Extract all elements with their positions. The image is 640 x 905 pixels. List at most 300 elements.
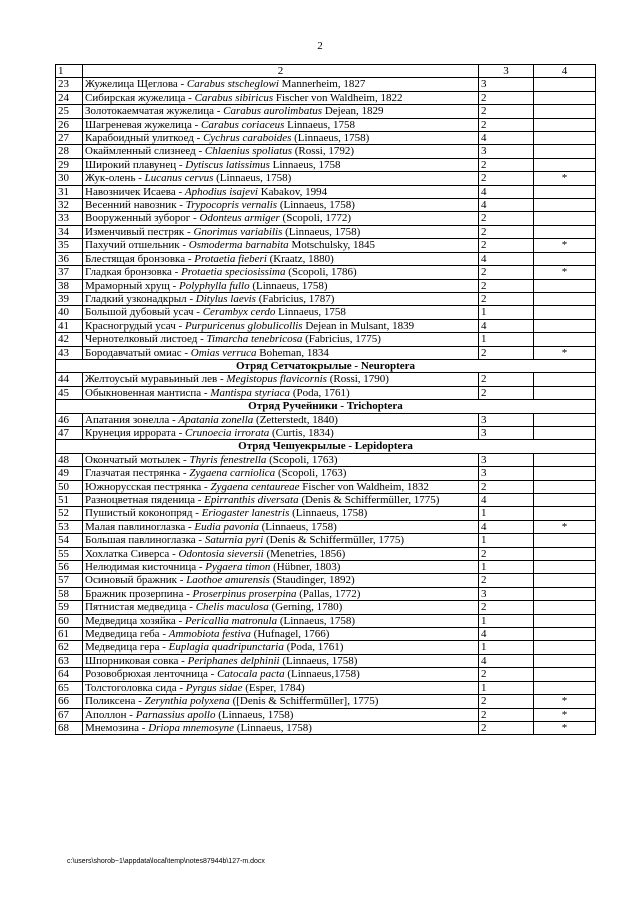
footer-file-path: c:\users\shorob~1\appdata\local\temp\notes87944b\127-m.docx xyxy=(67,858,265,865)
row-number: 35 xyxy=(56,239,83,252)
species-name-cell xyxy=(83,721,479,734)
mark xyxy=(534,212,596,225)
row-number: 55 xyxy=(56,547,83,560)
russian-name: Хохлатка Сиверса - xyxy=(85,547,179,560)
category: 3 xyxy=(479,587,534,600)
latin-name: Driopa mnemosyne xyxy=(148,721,235,734)
species-name-cell xyxy=(83,574,479,587)
row-number: 33 xyxy=(56,212,83,225)
author-year: (Linnaeus, 1758) xyxy=(234,721,312,734)
species-table xyxy=(55,64,596,735)
species-row xyxy=(56,386,596,399)
mark xyxy=(534,78,596,91)
species-row xyxy=(56,574,596,587)
latin-name: Laothoe amurensis xyxy=(186,574,270,587)
category: 2 xyxy=(479,105,534,118)
author-year: (Staudinger, 1892) xyxy=(269,574,355,587)
row-number: 43 xyxy=(56,346,83,359)
author-year: (Linnaeus, 1758) xyxy=(213,172,292,185)
species-row xyxy=(56,561,596,574)
row-number: 50 xyxy=(56,480,83,493)
species-row xyxy=(56,654,596,667)
latin-name: Chlaenius spoliatus xyxy=(204,145,292,158)
mark xyxy=(534,158,596,171)
author-year: Linnaeus, 1758 xyxy=(284,118,355,131)
mark xyxy=(534,225,596,238)
row-number: 61 xyxy=(56,628,83,641)
mark xyxy=(534,601,596,614)
latin-name: Ditylus laevis xyxy=(195,292,256,305)
category: 1 xyxy=(479,507,534,520)
mark xyxy=(534,306,596,319)
category: 2 xyxy=(479,172,534,185)
category: 1 xyxy=(479,534,534,547)
mark xyxy=(534,453,596,466)
row-number: 40 xyxy=(56,306,83,319)
russian-name: Малая павлиноглазка - xyxy=(85,520,195,533)
author-year: Motschulsky, 1845 xyxy=(288,239,376,252)
species-name-cell xyxy=(83,212,479,225)
species-name-cell xyxy=(83,467,479,480)
latin-name: Zerynthia polyxena xyxy=(144,695,230,708)
mark xyxy=(534,628,596,641)
species-table-body xyxy=(56,65,596,735)
latin-name: Crunoecia irrorata xyxy=(185,426,270,439)
order-title: Отряд Ручейники - Trichoptera xyxy=(56,400,596,413)
latin-name: Parnassius apollo xyxy=(135,708,216,721)
species-row xyxy=(56,212,596,225)
header-col-3: 3 xyxy=(479,65,534,78)
author-year: (Poda, 1761) xyxy=(290,386,350,399)
row-number: 64 xyxy=(56,668,83,681)
author-year: (Scopoli, 1763) xyxy=(266,453,338,466)
mark: * xyxy=(534,346,596,359)
russian-name: Широкий плавунец - xyxy=(85,158,186,171)
latin-name: Zygaena centaureae xyxy=(210,480,300,493)
species-row xyxy=(56,534,596,547)
row-number: 62 xyxy=(56,641,83,654)
russian-name: Пахучий отшельник - xyxy=(85,239,189,252)
author-year: (Zetterstedt, 1840) xyxy=(253,413,338,426)
author-year: (Gerning, 1780) xyxy=(268,601,343,614)
author-year: Fischer von Waldheim, 1832 xyxy=(299,480,429,493)
author-year: Boheman, 1834 xyxy=(256,346,329,359)
species-row xyxy=(56,721,596,734)
row-number: 36 xyxy=(56,252,83,265)
latin-name: Apatania zonella xyxy=(178,413,254,426)
species-name-cell xyxy=(83,641,479,654)
author-year: (Poda, 1761) xyxy=(283,641,344,654)
species-name-cell xyxy=(83,507,479,520)
species-row xyxy=(56,132,596,145)
author-year: Kabakov, 1994 xyxy=(257,185,328,198)
category: 2 xyxy=(479,574,534,587)
category: 2 xyxy=(479,239,534,252)
species-name-cell xyxy=(83,480,479,493)
species-row xyxy=(56,708,596,721)
species-row xyxy=(56,507,596,520)
russian-name: Желтоусый муравьиный лев - xyxy=(85,373,227,386)
species-name-cell xyxy=(83,614,479,627)
latin-name: Polyphylla fullo xyxy=(179,279,250,292)
species-name-cell xyxy=(83,172,479,185)
latin-name: Mantispa styriaca xyxy=(210,386,291,399)
latin-name: Purpuricenus globulicollis xyxy=(184,319,303,332)
mark xyxy=(534,292,596,305)
russian-name: Большой дубовый усач - xyxy=(85,306,203,319)
mark xyxy=(534,480,596,493)
category: 3 xyxy=(479,145,534,158)
author-year: (Linnaeus, 1758) xyxy=(291,132,370,145)
species-name-cell xyxy=(83,547,479,560)
category: 2 xyxy=(479,668,534,681)
mark xyxy=(534,668,596,681)
author-year: Mannerheim, 1827 xyxy=(278,78,366,91)
species-row xyxy=(56,225,596,238)
species-row xyxy=(56,266,596,279)
author-year: (Scopoli, 1786) xyxy=(285,266,357,279)
russian-name: Блестящая бронзовка - xyxy=(85,252,195,265)
species-row xyxy=(56,239,596,252)
latin-name: Catocala pacta xyxy=(217,668,285,681)
species-name-cell xyxy=(83,386,479,399)
mark: * xyxy=(534,695,596,708)
species-name-cell xyxy=(83,695,479,708)
row-number: 37 xyxy=(56,266,83,279)
species-name-cell xyxy=(83,453,479,466)
russian-name: Вооруженный зуборог - xyxy=(85,212,200,225)
category: 4 xyxy=(479,132,534,145)
category: 1 xyxy=(479,333,534,346)
mark: * xyxy=(534,266,596,279)
species-row xyxy=(56,292,596,305)
russian-name: Аполлон - xyxy=(85,708,136,721)
row-number: 44 xyxy=(56,373,83,386)
author-year: (Linnaeus, 1758) xyxy=(277,614,356,627)
latin-name: Pygaera timon xyxy=(205,561,271,574)
row-number: 46 xyxy=(56,413,83,426)
category: 3 xyxy=(479,426,534,439)
latin-name: Proserpinus proserpina xyxy=(192,587,297,600)
row-number: 59 xyxy=(56,601,83,614)
mark xyxy=(534,534,596,547)
species-row xyxy=(56,199,596,212)
order-header-row xyxy=(56,440,596,453)
russian-name: Пушистый коконопряд - xyxy=(85,507,202,520)
russian-name: Мраморный хрущ - xyxy=(85,279,180,292)
species-name-cell xyxy=(83,413,479,426)
latin-name: Cerambyx cerdo xyxy=(202,306,276,319)
latin-name: Trypocopris vernalis xyxy=(185,199,278,212)
row-number: 58 xyxy=(56,587,83,600)
row-number: 48 xyxy=(56,453,83,466)
species-name-cell xyxy=(83,132,479,145)
latin-name: Eudia pavonia xyxy=(194,520,259,533)
species-row xyxy=(56,185,596,198)
russian-name: Розовобрюхая ленточница - xyxy=(85,668,218,681)
category: 1 xyxy=(479,641,534,654)
row-number: 39 xyxy=(56,292,83,305)
header-col-2: 2 xyxy=(83,65,479,78)
species-name-cell xyxy=(83,561,479,574)
row-number: 38 xyxy=(56,279,83,292)
row-number: 63 xyxy=(56,654,83,667)
russian-name: Жужелица Щеглова - xyxy=(85,78,187,91)
species-name-cell xyxy=(83,426,479,439)
species-row xyxy=(56,641,596,654)
species-row xyxy=(56,480,596,493)
order-header-row xyxy=(56,359,596,372)
russian-name: Навозничек Исаева - xyxy=(85,185,185,198)
author-year: (Fabricius, 1787) xyxy=(255,292,335,305)
mark xyxy=(534,132,596,145)
category: 2 xyxy=(479,266,534,279)
mark xyxy=(534,681,596,694)
species-row xyxy=(56,614,596,627)
russian-name: Медведица геба - xyxy=(85,628,169,641)
species-name-cell xyxy=(83,333,479,346)
species-row xyxy=(56,105,596,118)
russian-name: Бражник прозерпина - xyxy=(85,587,193,600)
species-name-cell xyxy=(83,91,479,104)
latin-name: Omias verruca xyxy=(190,346,257,359)
latin-name: Epirranthis diversata xyxy=(204,494,299,506)
species-row xyxy=(56,145,596,158)
category: 2 xyxy=(479,212,534,225)
species-row xyxy=(56,467,596,480)
row-number: 60 xyxy=(56,614,83,627)
species-name-cell xyxy=(83,373,479,386)
mark: * xyxy=(534,172,596,185)
latin-name: Carabus coriaceus xyxy=(200,118,285,131)
latin-name: Dytiscus latissimus xyxy=(185,158,270,171)
latin-name: Ammobiota festiva xyxy=(168,628,251,641)
russian-name: Поликсена - xyxy=(85,695,145,708)
author-year: (Linnaeus, 1758) xyxy=(279,654,358,667)
category: 1 xyxy=(479,681,534,694)
mark xyxy=(534,279,596,292)
row-number: 49 xyxy=(56,467,83,480)
mark xyxy=(534,373,596,386)
latin-name: Periphanes delphinii xyxy=(187,654,280,667)
latin-name: Cychrus caraboides xyxy=(203,132,292,145)
species-name-cell xyxy=(83,252,479,265)
category: 1 xyxy=(479,306,534,319)
author-year: Fischer von Waldheim, 1822 xyxy=(273,91,403,104)
species-name-cell xyxy=(83,587,479,600)
russian-name: Сибирская жужелица - xyxy=(85,91,195,104)
species-row xyxy=(56,252,596,265)
row-number: 51 xyxy=(56,494,83,507)
russian-name: Жук-олень - xyxy=(85,172,145,185)
header-col-1: 1 xyxy=(56,65,83,78)
category: 4 xyxy=(479,628,534,641)
latin-name: Chelis maculosa xyxy=(195,601,269,614)
mark xyxy=(534,654,596,667)
row-number: 27 xyxy=(56,132,83,145)
row-number: 45 xyxy=(56,386,83,399)
russian-name: Гладкий узконадкрыл - xyxy=(85,292,196,305)
mark xyxy=(534,105,596,118)
russian-name: Пятнистая медведица - xyxy=(85,601,196,614)
row-number: 34 xyxy=(56,225,83,238)
russian-name: Глазчатая пестрянка - xyxy=(85,467,190,480)
row-number: 28 xyxy=(56,145,83,158)
species-row xyxy=(56,695,596,708)
row-number: 41 xyxy=(56,319,83,332)
mark xyxy=(534,386,596,399)
species-name-cell xyxy=(83,628,479,641)
row-number: 56 xyxy=(56,561,83,574)
species-row xyxy=(56,373,596,386)
species-row xyxy=(56,520,596,533)
author-year: (Fabricius, 1775) xyxy=(302,333,381,346)
latin-name: Gnorimus variabilis xyxy=(193,225,283,238)
latin-name: Carabus stscheglowi xyxy=(186,78,279,91)
species-row xyxy=(56,681,596,694)
species-name-cell xyxy=(83,601,479,614)
row-number: 24 xyxy=(56,91,83,104)
latin-name: Eriogaster lanestris xyxy=(201,507,290,520)
species-row xyxy=(56,279,596,292)
mark: * xyxy=(534,721,596,734)
author-year: (Kraatz, 1880) xyxy=(266,252,334,265)
species-row xyxy=(56,453,596,466)
species-row xyxy=(56,346,596,359)
species-name-cell xyxy=(83,654,479,667)
russian-name: Гладкая бронзовка - xyxy=(85,266,182,279)
species-name-cell xyxy=(83,708,479,721)
row-number: 65 xyxy=(56,681,83,694)
species-name-cell xyxy=(83,239,479,252)
russian-name: Мнемозина - xyxy=(85,721,149,734)
page-number: 2 xyxy=(317,40,323,52)
latin-name: Thyris fenestrella xyxy=(189,453,267,466)
mark xyxy=(534,145,596,158)
category: 3 xyxy=(479,413,534,426)
latin-name: Odontosia sieversii xyxy=(178,547,264,560)
russian-name: Южнорусская пестрянка - xyxy=(85,480,211,493)
author-year: (Curtis, 1834) xyxy=(269,426,334,439)
category: 2 xyxy=(479,480,534,493)
russian-name: Медведица хозяйка - xyxy=(85,614,185,627)
mark xyxy=(534,118,596,131)
species-name-cell xyxy=(83,520,479,533)
category: 2 xyxy=(479,118,534,131)
author-year: (Rossi, 1790) xyxy=(326,373,389,386)
category: 4 xyxy=(479,494,534,507)
author-year: Dejean in Mulsant, 1839 xyxy=(302,319,415,332)
category: 1 xyxy=(479,561,534,574)
author-year: (Scopoli, 1772) xyxy=(279,212,351,225)
species-row xyxy=(56,78,596,91)
russian-name: Медведица гера - xyxy=(85,641,169,654)
row-number: 29 xyxy=(56,158,83,171)
species-name-cell xyxy=(83,185,479,198)
row-number: 67 xyxy=(56,708,83,721)
species-name-cell xyxy=(83,292,479,305)
russian-name: Шагреневая жужелица - xyxy=(85,118,201,131)
species-row xyxy=(56,547,596,560)
species-name-cell xyxy=(83,158,479,171)
category: 4 xyxy=(479,654,534,667)
category: 3 xyxy=(479,467,534,480)
mark: * xyxy=(534,520,596,533)
category: 2 xyxy=(479,386,534,399)
row-number: 31 xyxy=(56,185,83,198)
species-row xyxy=(56,118,596,131)
mark xyxy=(534,413,596,426)
latin-name: Timarcha tenebricosa xyxy=(206,333,303,346)
category: 2 xyxy=(479,695,534,708)
latin-name: Protaetia speciosissima xyxy=(181,266,286,279)
mark: * xyxy=(534,708,596,721)
latin-name: Aphodius isajevi xyxy=(184,185,258,198)
russian-name: Золотокаемчатая жужелица - xyxy=(85,105,224,118)
row-number: 26 xyxy=(56,118,83,131)
header-col-4: 4 xyxy=(534,65,596,78)
category: 4 xyxy=(479,185,534,198)
mark xyxy=(534,199,596,212)
category: 2 xyxy=(479,708,534,721)
mark xyxy=(534,641,596,654)
species-row xyxy=(56,587,596,600)
row-number: 54 xyxy=(56,534,83,547)
species-name-cell xyxy=(83,145,479,158)
category: 2 xyxy=(479,292,534,305)
category: 4 xyxy=(479,520,534,533)
author-year: (Linnaeus,1758) xyxy=(284,668,360,681)
species-row xyxy=(56,494,596,507)
category: 2 xyxy=(479,373,534,386)
author-year: (Hufnagel, 1766) xyxy=(250,628,330,641)
russian-name: Разноцветная пяденица - xyxy=(85,494,205,506)
species-name-cell xyxy=(83,118,479,131)
species-row xyxy=(56,628,596,641)
author-year: (Pallas, 1772) xyxy=(296,587,361,600)
species-name-cell xyxy=(83,279,479,292)
species-name-cell xyxy=(83,266,479,279)
species-name-cell xyxy=(83,346,479,359)
mark xyxy=(534,91,596,104)
row-number: 57 xyxy=(56,574,83,587)
order-title: Отряд Сетчатокрылые - Neuroptera xyxy=(56,359,596,372)
category: 3 xyxy=(479,453,534,466)
author-year: (Esper, 1784) xyxy=(242,681,305,694)
author-year: (Denis & Schiffermüller, 1775) xyxy=(298,494,440,506)
row-number: 30 xyxy=(56,172,83,185)
latin-name: Carabus sibiricus xyxy=(194,91,274,104)
mark xyxy=(534,467,596,480)
mark xyxy=(534,574,596,587)
author-year: ([Denis & Schiffermüller], 1775) xyxy=(229,695,379,708)
species-name-cell xyxy=(83,494,479,507)
latin-name: Carabus aurolimbatus xyxy=(223,105,323,118)
row-number: 53 xyxy=(56,520,83,533)
russian-name: Окаймленный слизнеед - xyxy=(85,145,205,158)
mark xyxy=(534,252,596,265)
latin-name: Euplagia quadripunctaria xyxy=(168,641,284,654)
category: 4 xyxy=(479,319,534,332)
russian-name: Чернотелковый листоед - xyxy=(85,333,207,346)
row-number: 25 xyxy=(56,105,83,118)
category: 2 xyxy=(479,346,534,359)
mark xyxy=(534,185,596,198)
category: 2 xyxy=(479,601,534,614)
latin-name: Lucanus cervus xyxy=(144,172,214,185)
category: 2 xyxy=(479,721,534,734)
author-year: Linnaeus, 1758 xyxy=(269,158,341,171)
